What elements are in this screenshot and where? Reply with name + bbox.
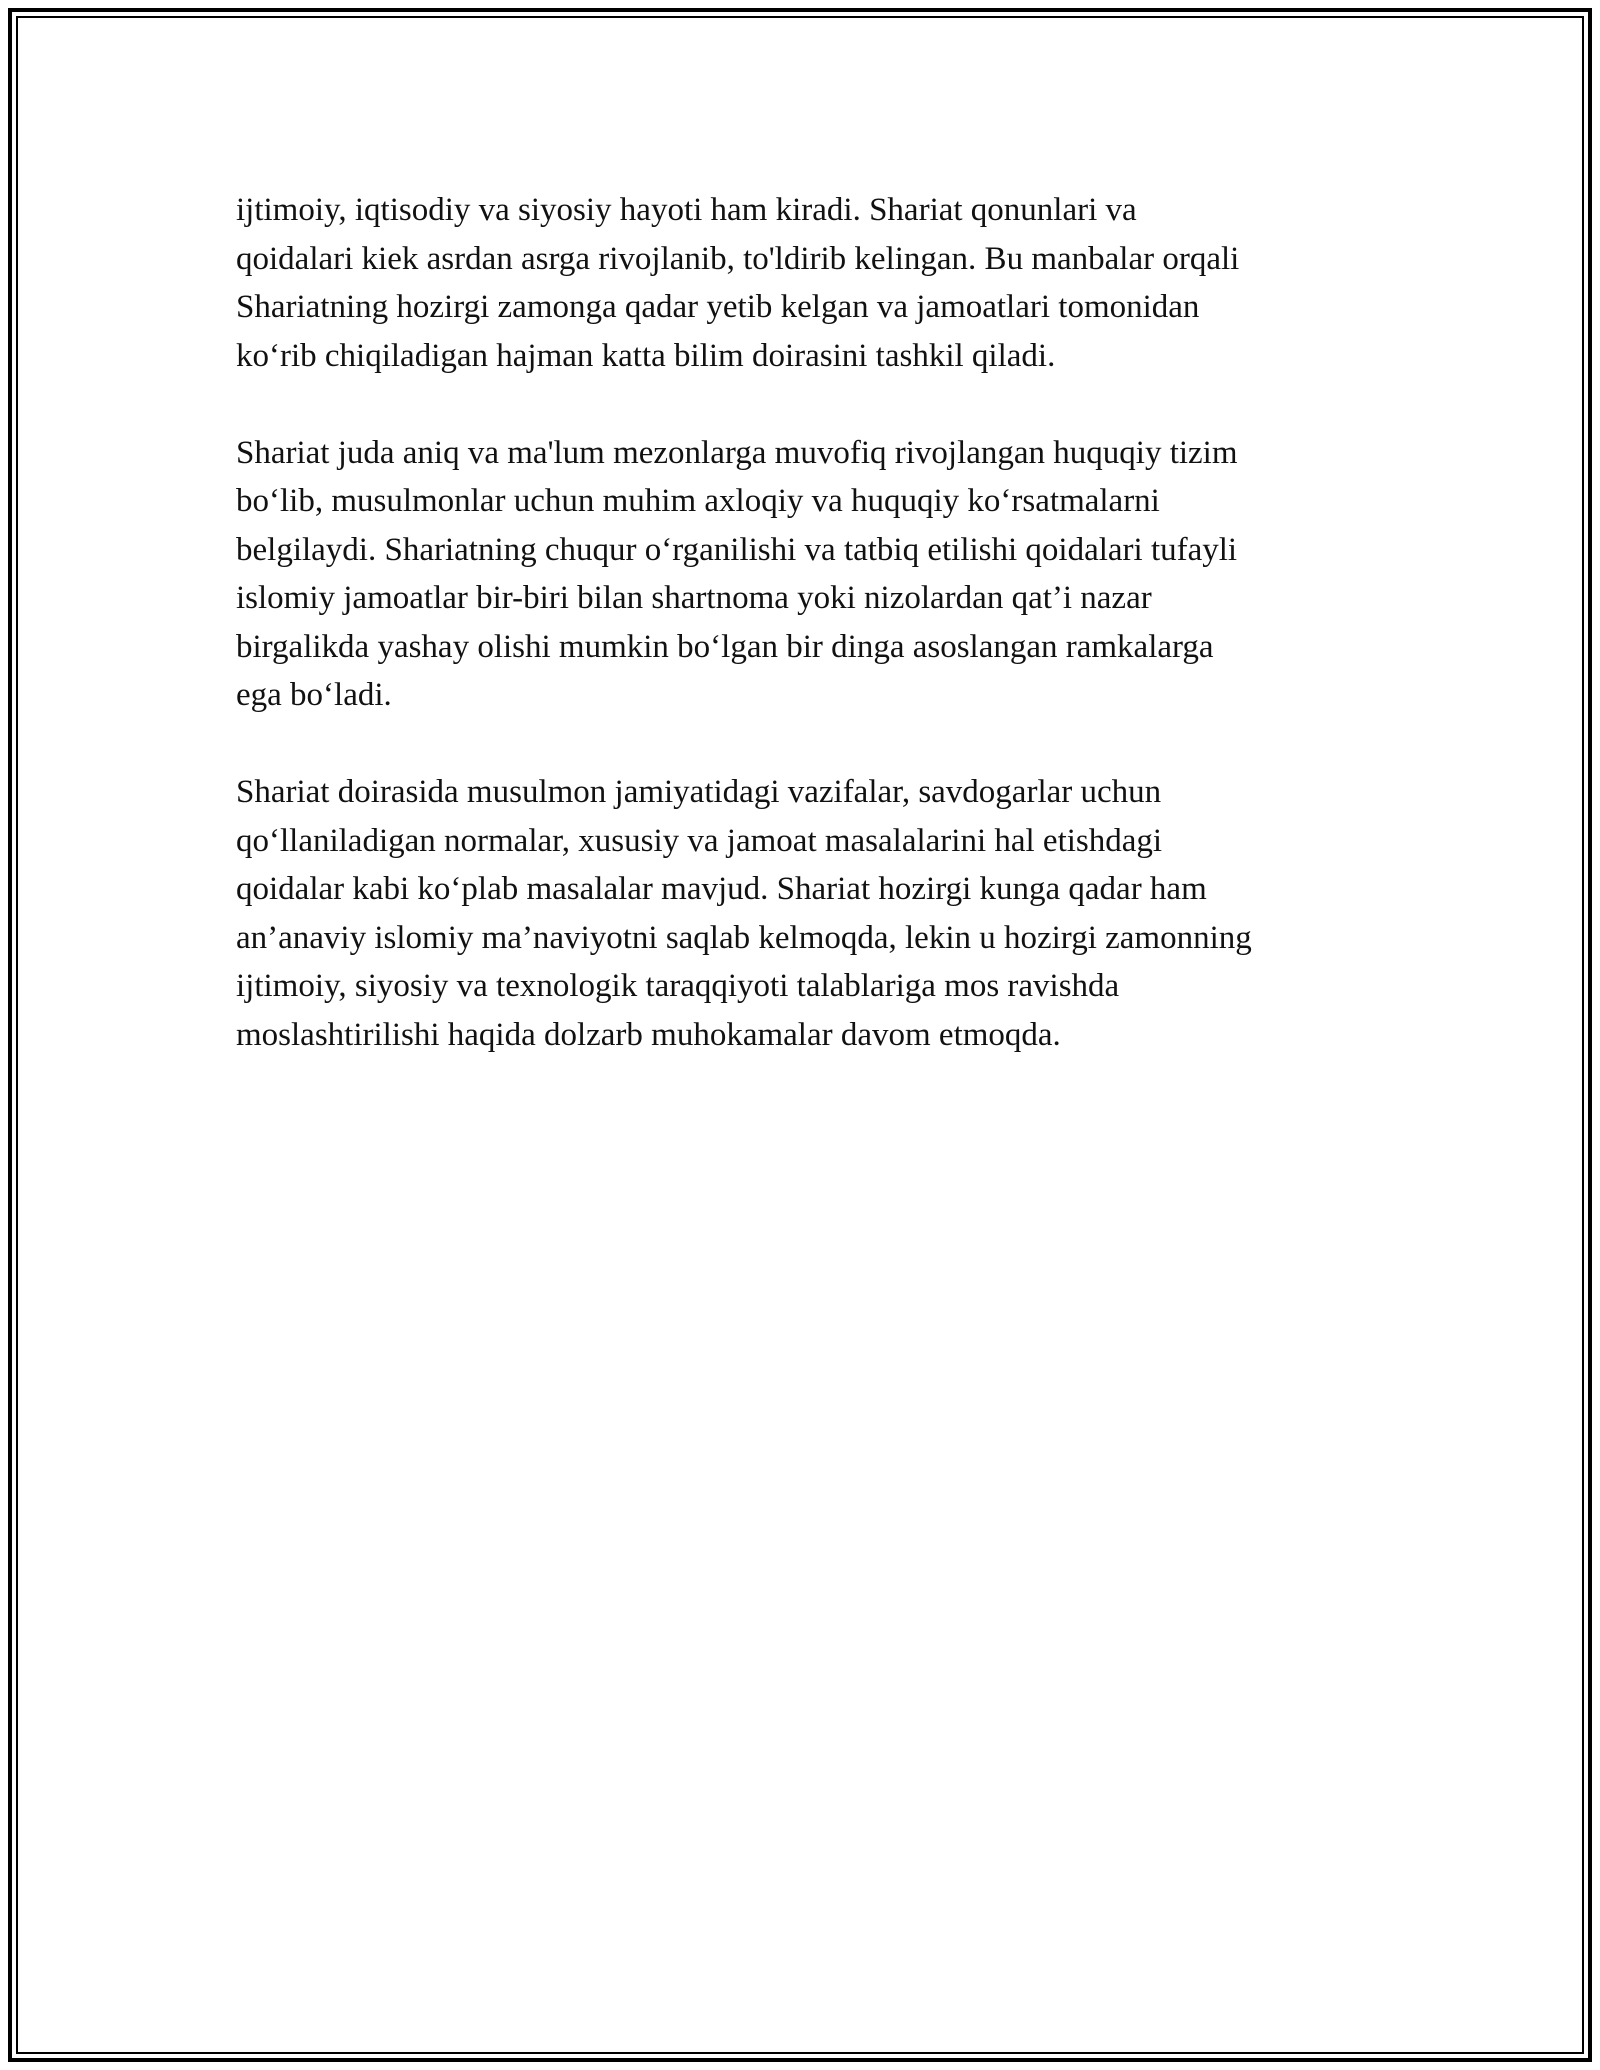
paragraph-1: ijtimoiy, iqtisodiy va siyosiy hayoti ham kiradi. Shariat qonunlari va qoidalari kiek asrdan asrga rivojlanib, to'ldirib kelingan. Bu manbalar orqali Shariatning hozirgi zamonga qadar yetib kelgan va jamoatlari tomonidan ko‘rib chiqiladigan hajman katta bilim doirasini tashkil qiladi. — [236, 192, 1240, 374]
document-body — [236, 186, 1376, 1108]
paragraph-3: Shariat doirasida musulmon jamiyatidagi vazifalar, savdogarlar uchun qo‘llaniladigan normalar, xususiy va jamoat masalalarini hal etishdagi qoidalar kabi ko‘plab masalalar mavjud. Shariat hozirgi kunga qadar ham an’anaviy islomiy ma’naviyotni saqlab kelmoqda, lekin u hozirgi zamonning ijtimoiy, siyosiy va texnologik taraqqiyoti talablariga mos ravishda moslashtirilishi haqida dolzarb muhokamalar davom etmoqda. — [236, 774, 1252, 1053]
paragraph-2: Shariat juda aniq va ma'lum mezonlarga muvofiq rivojlangan huquqiy tizim bo‘lib, musulmonlar uchun muhim axloqiy va huquqiy ko‘rsatmalarni belgilaydi. Shariatning chuqur o‘rganilishi va tatbiq etilishi qoidalari tufayli islomiy jamoatlar bir-biri bilan shartnoma yoki nizolardan qat’i nazar birgalikda yashay olishi mumkin bo‘lgan bir dinga asoslangan ramkalarga ega bo‘ladi. — [236, 434, 1238, 713]
